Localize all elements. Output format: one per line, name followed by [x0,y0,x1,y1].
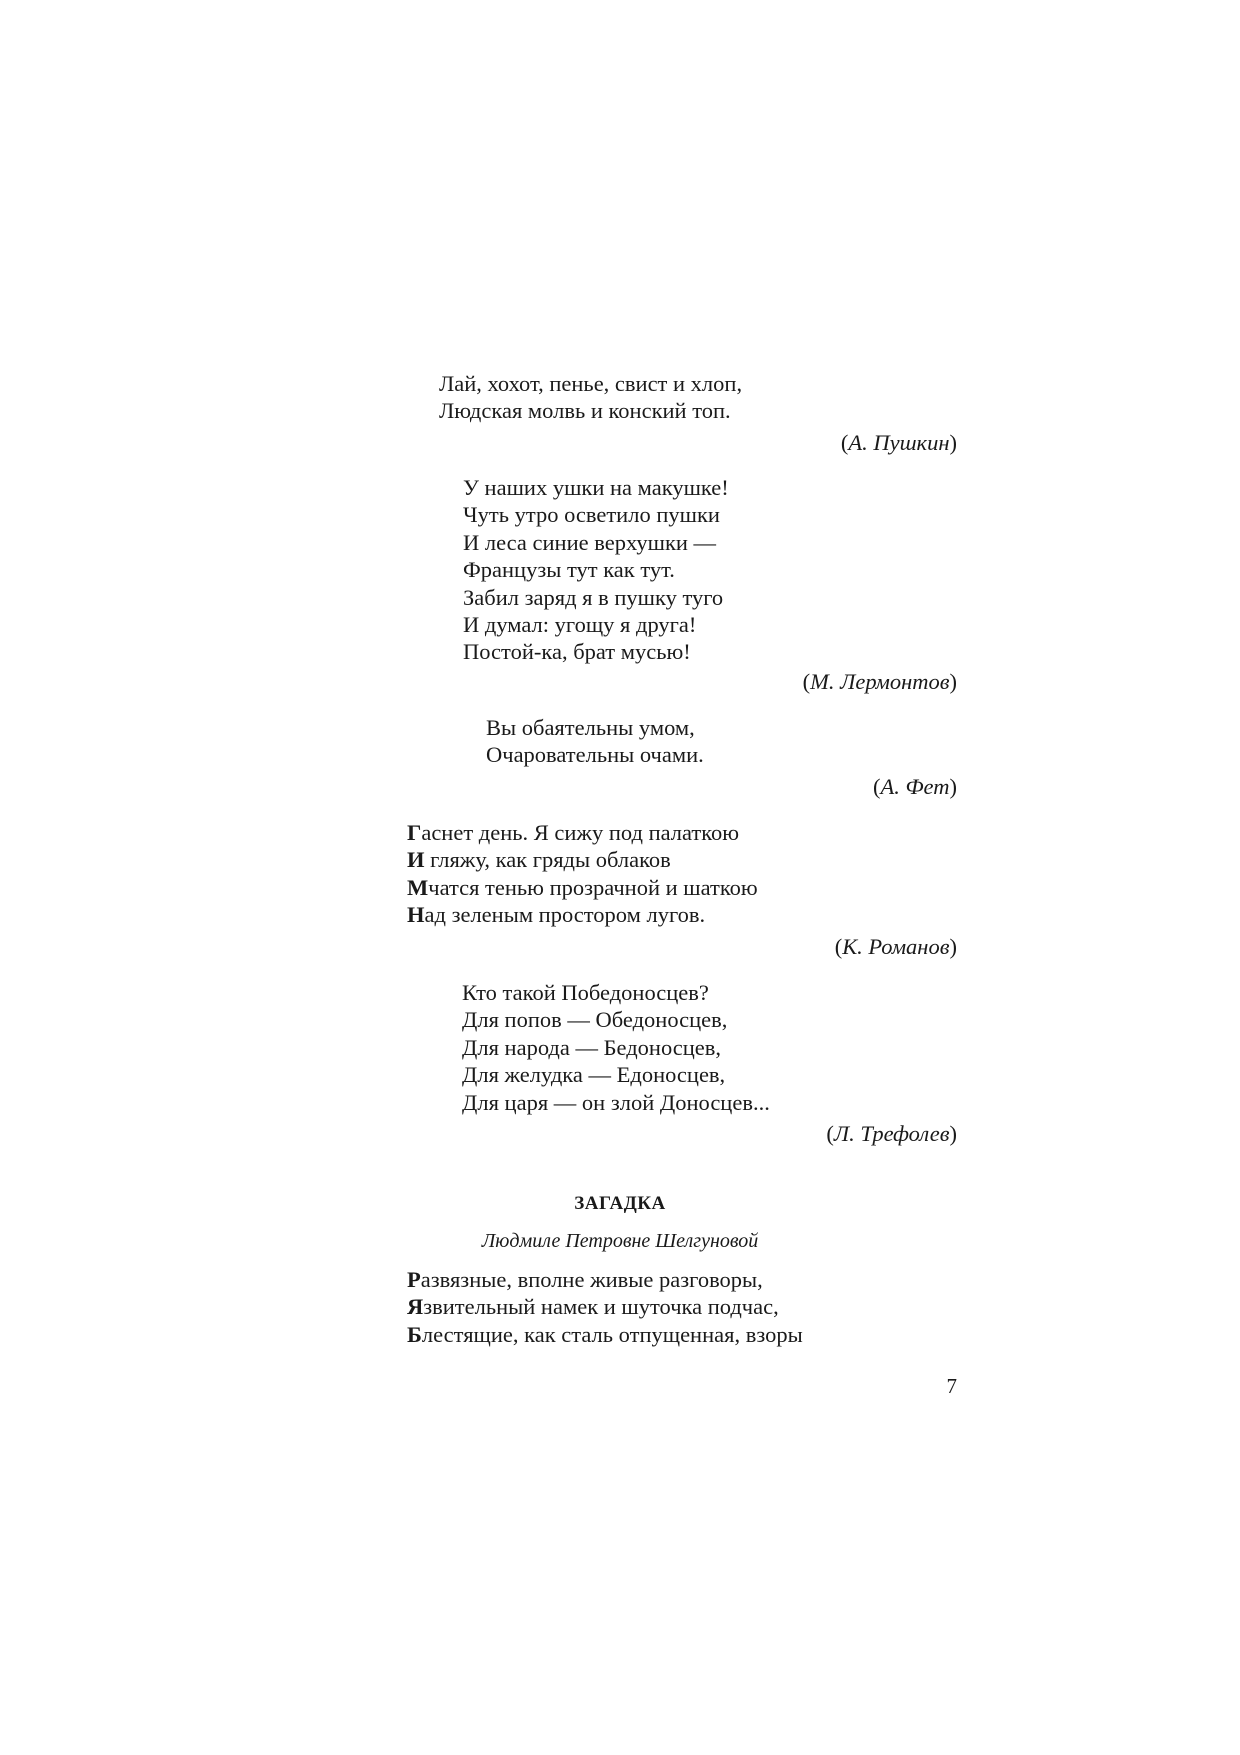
poem-fet [486,714,704,769]
poem-line: И гляжу, как гряды облаков [407,847,671,873]
poem-line: Лай, хохот, пенье, свист и хлоп, [439,371,743,396]
poem-line: Для царя — он злой Доносцев... [462,1089,770,1115]
attribution-fet: (А. Фет) [872,774,957,799]
poem-lermontov [463,474,729,666]
poem-line: Мчатся тенью прозрачной и шаткою [407,874,758,900]
poem-line: Людская молвь и конский топ. [439,398,731,424]
poem-line: Французы тут как тут. [463,557,675,583]
poem-line: И думал: угощу я друга! [463,612,697,638]
poem-line: Язвительный намек и шуточка подчас, [407,1294,779,1320]
poem-line: И леса синие верхушки — [463,529,717,555]
poem-riddle [407,1266,803,1348]
poem-line: Вы обаятельны умом, [486,715,695,740]
poem-line: Гаснет день. Я сижу под палаткою [407,820,740,845]
section-title: ЗАГАДКА [574,1193,666,1214]
poem-trefolev [462,979,770,1116]
poem-line: У наших ушки на макушке! [463,475,729,500]
attribution-romanov: (К. Романов) [834,934,957,959]
attribution-pushkin: (А. Пушкин) [840,430,957,455]
poem-line: Для желудка — Едоносцев, [462,1062,726,1088]
poem-line: Очаровательны очами. [486,742,704,768]
poem-pushkin [439,370,742,425]
poem-line: Над зеленым простором лугов. [407,902,706,928]
poem-line: Чуть утро осветило пушки [463,502,720,528]
section-dedication: Людмиле Петровне Шелгуновой [481,1230,759,1252]
poem-line: Развязные, вполне живые разговоры, [407,1267,763,1292]
attribution-trefolev: (Л. Трефолев) [826,1121,957,1146]
poem-romanov [407,819,758,929]
attribution-lermontov: (М. Лермонтов) [802,669,957,694]
poem-line: Кто такой Победоносцев? [462,980,709,1005]
poem-line: Блестящие, как сталь отпущенная, взоры [407,1321,803,1347]
page-number: 7 [946,1374,957,1398]
poem-line: Постой-ка, брат мусью! [463,639,691,665]
poem-line: Для народа — Бедоносцев, [462,1034,722,1060]
poem-line: Для попов — Обедоносцев, [462,1007,728,1033]
poem-line: Забил заряд я в пушку туго [463,584,724,610]
